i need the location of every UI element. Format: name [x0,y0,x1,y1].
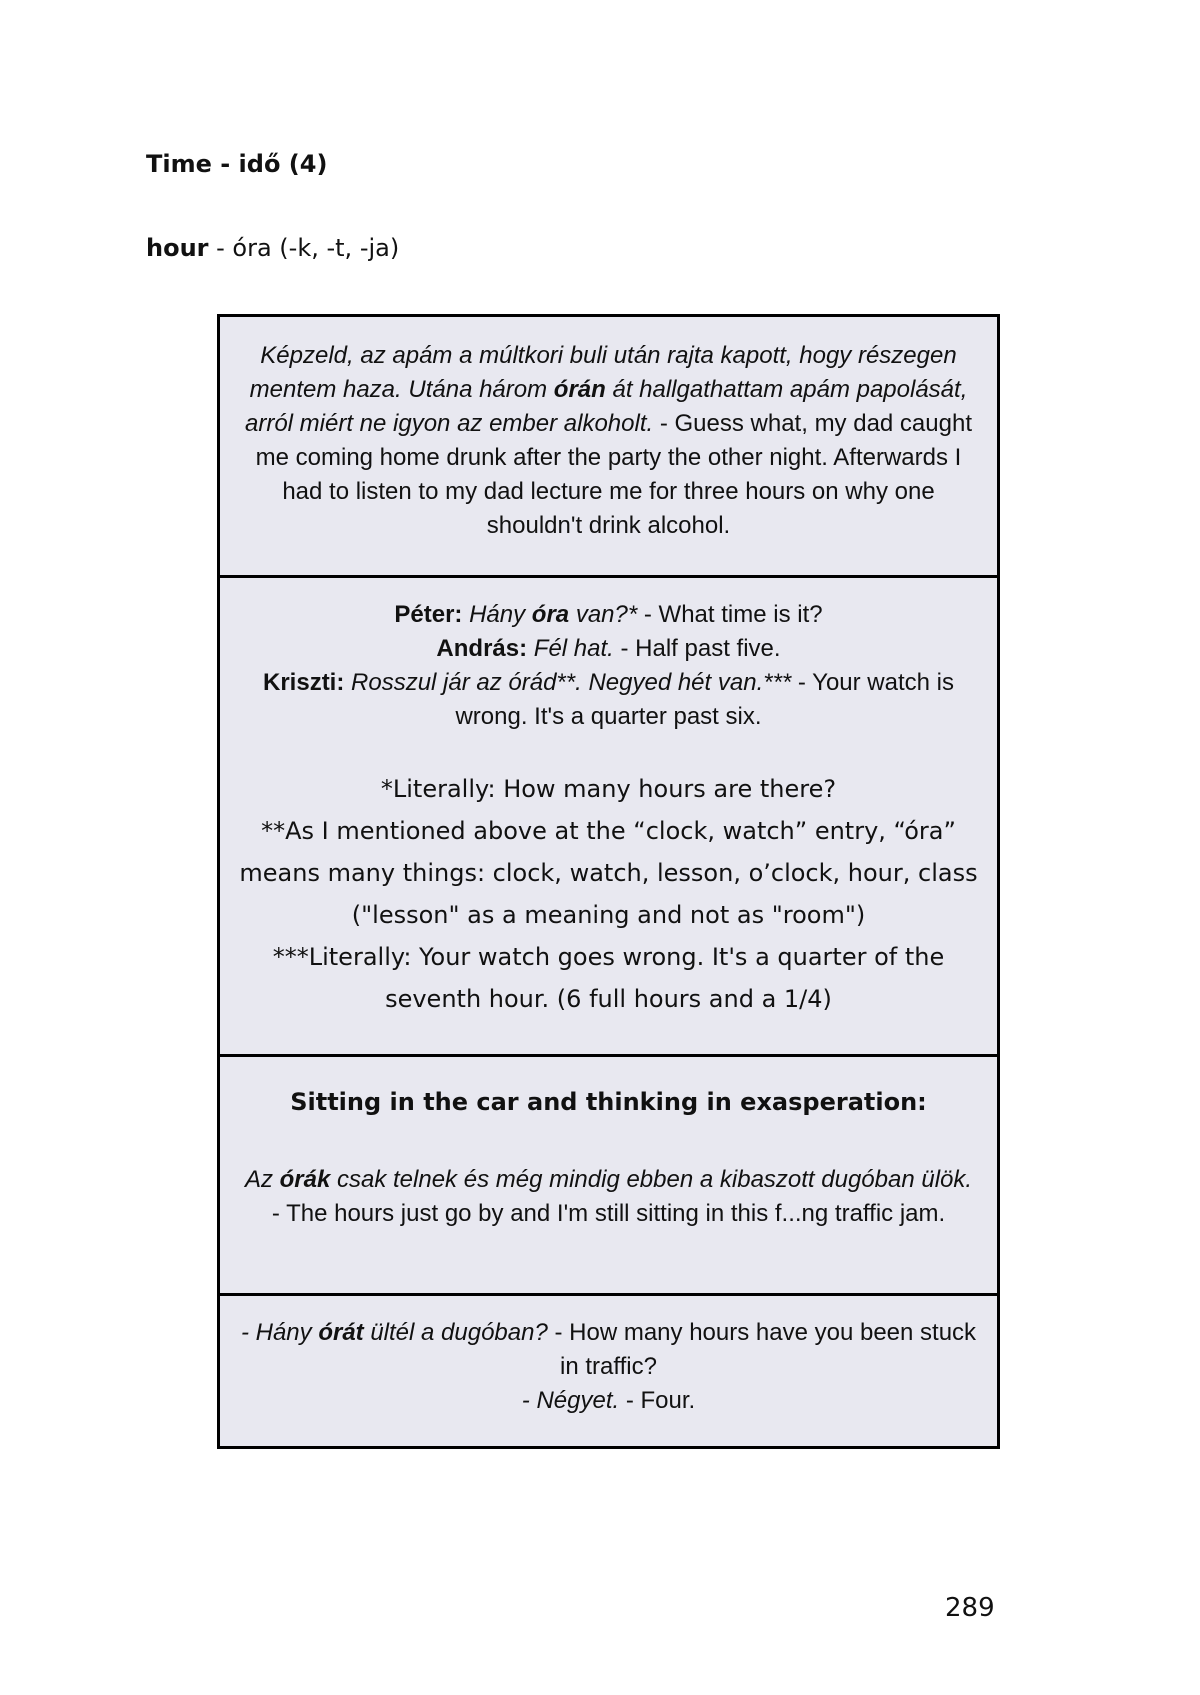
footnote: *Literally: How many hours are there? [380,775,837,803]
vocab-entry [146,232,399,264]
en-text: - Guess what, my dad caught me coming home drunk after the party the other night. Afterwards I had to listen to my dad lecture me for three hours on why one shouldn't drink alcohol. [255,410,972,539]
en-text: - What time is it? [637,601,823,628]
footnotes [234,768,983,1020]
speaker: Péter: [394,601,463,628]
en-text: - Your watch is wrong. It's a quarter past six. [455,669,954,730]
dialogue-line [234,666,983,734]
section-heading: Time - idő (4) [146,150,328,178]
footnote: **As I mentioned above at the “clock, watch” entry, “óra” means many things: clock, watch, lesson, o’clock, hour, class ("lesson" as a meaning and not as "room") [239,817,978,929]
hu-text: Fél hat. [527,635,614,662]
entry-translation: - óra (-k, -t, -ja) [208,234,400,262]
example-cell-3 [220,1054,997,1293]
speaker: Kriszti: [263,669,345,696]
en-text: - Half past five. [613,635,781,662]
hu-text: Az [244,1166,280,1193]
hu-text: Képzeld, az apám a múltkori buli után rajta kapott, hogy részegen mentem haza. Utána három [249,342,957,403]
dialogue-line [240,1316,977,1384]
example-box [217,314,1000,1449]
hu-text: van?* [569,601,638,628]
dialogue-line [234,632,983,666]
hu-text: át hallgathattam apám papolását, arról miért ne igyon az ember alkoholt. [244,376,968,437]
example-cell-1 [220,317,997,575]
hu-text: ültél a dugóban? [363,1319,548,1346]
speaker: András: [436,635,528,662]
dialogue-line [234,598,983,632]
dialogue-line [240,1384,977,1418]
en-text: - Four. [619,1387,696,1414]
example-cell-2 [220,575,997,1054]
keyword: óra [531,601,570,628]
hu-text: csak telnek és még mindig ebben a kibaszott dugóban ülök. [330,1166,973,1193]
cell-title: Sitting in the car and thinking in exasperation: [290,1088,927,1116]
keyword: órán [553,376,606,403]
page-number: 289 [945,1593,995,1623]
keyword: órák [279,1166,331,1193]
hu-text: Hány [462,601,532,628]
hu-text: - Hány [240,1319,319,1346]
en-text: - The hours just go by and I'm still sitting in this f...ng traffic jam. [271,1200,946,1227]
example-cell-4 [220,1293,997,1446]
hu-text: - Négyet. [521,1387,620,1414]
entry-word: hour [146,234,209,262]
hu-text: Rosszul jár az órád**. Negyed hét van.*** [344,669,792,696]
footnote: ***Literally: Your watch goes wrong. It's a quarter of the seventh hour. (6 full hours and a 1/4) [272,943,945,1013]
keyword: órát [318,1319,364,1346]
en-text: - How many hours have you been stuck in traffic? [547,1319,977,1380]
